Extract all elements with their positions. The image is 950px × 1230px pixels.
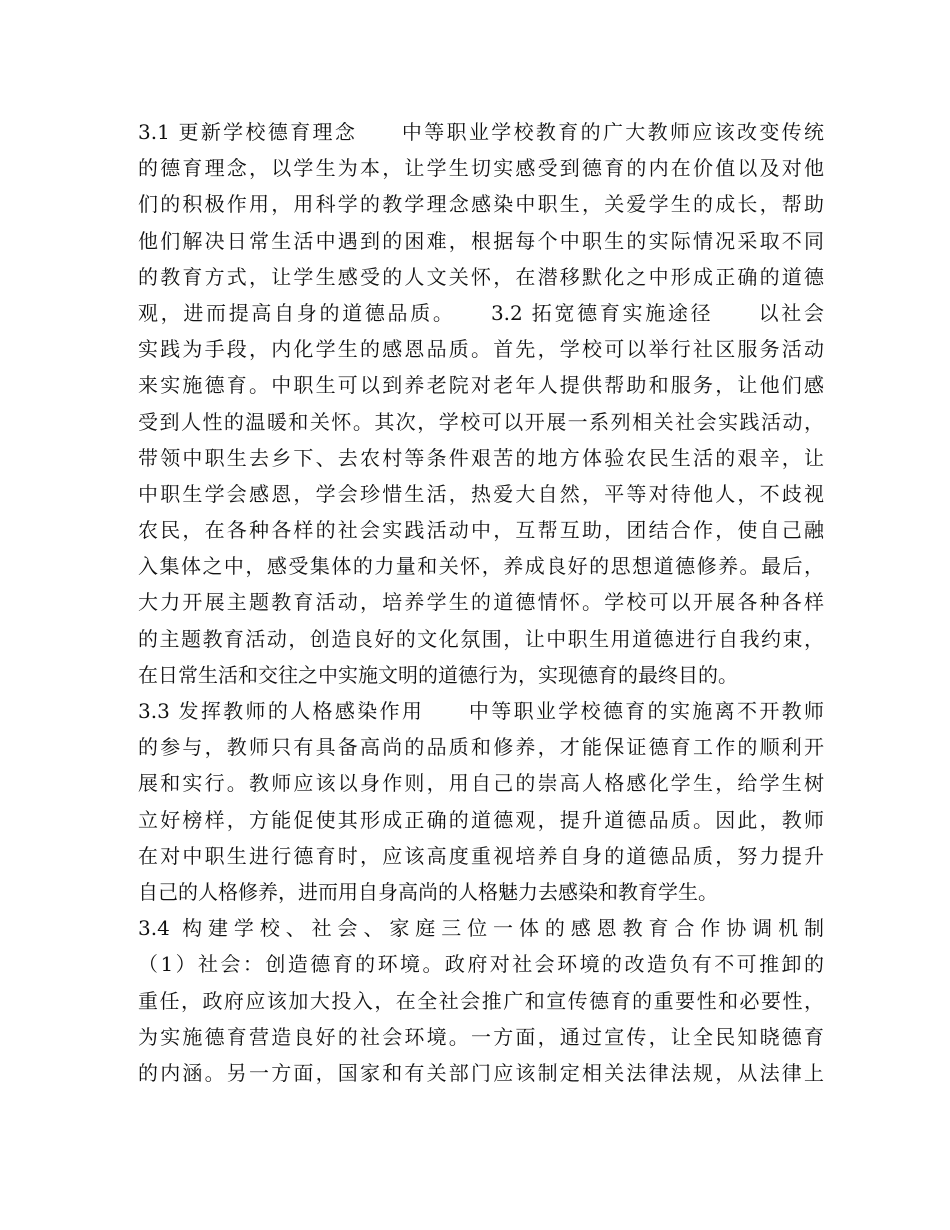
text-line-18: 的参与，教师只有具备高尚的品质和修养，才能保证德育工作的顺利开 — [138, 735, 824, 760]
text-line-9: 受到人性的温暖和关怀。其次，学校可以开展一系列相关社会实践活动， — [138, 409, 824, 434]
text-line-10: 带领中职生去乡下、去农村等条件艰苦的地方体验农民生活的艰辛，让 — [138, 445, 824, 470]
text-line-24: （1）社会：创造德育的环境。政府对社会环境的改造负有不可推卸的 — [138, 952, 824, 977]
text-line-26: 为实施德育营造良好的社会环境。一方面，通过宣传，让全民知晓德育 — [138, 1024, 824, 1049]
text-line-5: 的教育方式，让学生感受的人文关怀，在潜移默化之中形成正确的道德 — [138, 264, 824, 289]
text-line-22: 自己的人格修养，进而用自身高尚的人格魅力去感染和教育学生。 — [138, 879, 718, 904]
text-line-12: 农民，在各种各样的社会实践活动中，互帮互助，团结合作，使自己融 — [138, 518, 824, 543]
text-line-15: 的主题教育活动，创造良好的文化氛围，让中职生用道德进行自我约束， — [138, 626, 824, 651]
document-page — [138, 114, 824, 1091]
text-line-7: 实践为手段，内化学生的感恩品质。首先，学校可以举行社区服务活动 — [138, 337, 824, 362]
text-line-4: 他们解决日常生活中遇到的困难，根据每个中职生的实际情况采取不同 — [138, 228, 824, 253]
text-line-1: 3.1 更新学校德育理念 中等职业学校教育的广大教师应该改变传统 — [138, 120, 824, 144]
text-line-6: 观，进而提高自身的道德品质。 3.2 拓宽德育实施途径 以社会 — [138, 300, 824, 325]
text-line-19: 展和实行。教师应该以身作则，用自己的崇高人格感化学生，给学生树 — [138, 771, 824, 796]
text-line-3: 们的积极作用，用科学的教学理念感染中职生，关爱学生的成长，帮助 — [138, 192, 824, 217]
text-line-23: 3.4 构建学校、社会、家庭三位一体的感恩教育合作协调机制 — [138, 916, 824, 941]
text-line-20: 立好榜样，方能促使其形成正确的道德观，提升道德品质。因此，教师 — [138, 807, 824, 832]
text-line-16: 在日常生活和交往之中实施文明的道德行为，实现德育的最终目的。 — [138, 662, 738, 687]
text-line-13: 入集体之中，感受集体的力量和关怀，养成良好的思想道德修养。最后， — [138, 554, 824, 579]
text-line-25: 重任，政府应该加大投入，在全社会推广和宣传德育的重要性和必要性， — [138, 988, 824, 1013]
text-line-27: 的内涵。另一方面，国家和有关部门应该制定相关法律法规，从法律上 — [138, 1060, 824, 1085]
text-line-2: 的德育理念，以学生为本，让学生切实感受到德育的内在价值以及对他 — [138, 156, 824, 181]
text-line-17: 3.3 发挥教师的人格感染作用 中等职业学校德育的实施离不开教师 — [138, 699, 824, 723]
text-line-21: 在对中职生进行德育时，应该高度重视培养自身的道德品质，努力提升 — [138, 843, 824, 868]
text-line-11: 中职生学会感恩，学会珍惜生活，热爱大自然，平等对待他人，不歧视 — [138, 481, 824, 506]
text-line-8: 来实施德育。中职生可以到养老院对老年人提供帮助和服务，让他们感 — [138, 373, 824, 398]
text-line-14: 大力开展主题教育活动，培养学生的道德情怀。学校可以开展各种各样 — [138, 590, 824, 615]
